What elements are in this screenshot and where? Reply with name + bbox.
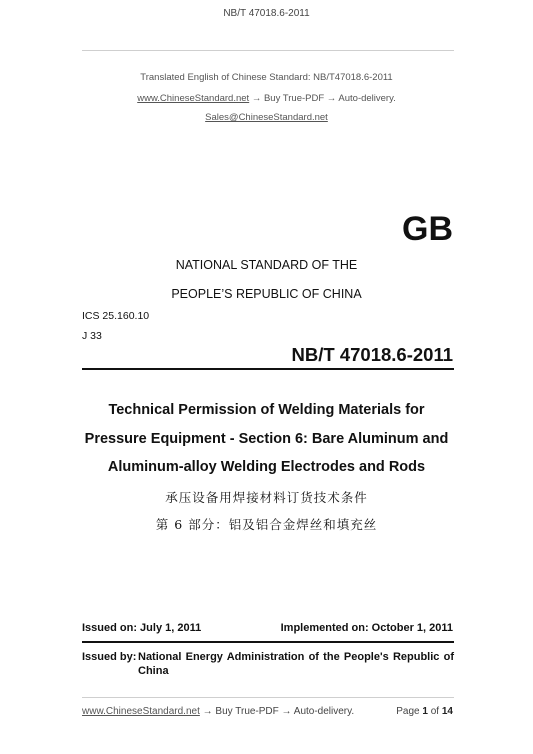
title-en-line-3: Aluminum-alloy Welding Electrodes and Rods <box>107 459 426 475</box>
title-en-line-2: Pressure Equipment - Section 6: Bare Aluminum and <box>84 431 449 447</box>
footer-site-link[interactable]: www.ChineseStandard.net <box>82 706 200 717</box>
page-indicator <box>396 706 453 717</box>
title-cn-line-1: 承压设备用焊接材料订货技术条件 <box>165 490 368 505</box>
page-of: of <box>430 706 440 717</box>
purchase-note <box>0 93 533 104</box>
footer-purchase-text: → Buy True-PDF → Auto-delivery. <box>199 706 355 717</box>
site-link[interactable]: www.ChineseStandard.net <box>137 93 250 104</box>
standard-number: NB/T 47018.6-2011 <box>291 344 453 365</box>
issuer-label: Issued by: <box>82 651 137 663</box>
gb-mark: GB <box>402 210 453 248</box>
issuer-name: National Energy Administration of the People's Republic of <box>138 651 454 663</box>
page-current: 1 <box>422 706 428 717</box>
standard-number-rule <box>82 368 454 370</box>
footer-rule <box>82 697 454 698</box>
footer-purchase-note <box>82 706 354 717</box>
ccs-code: J 33 <box>82 330 102 342</box>
title-cn-line-2: 第 6 部分：铝及铝合金焊丝和填充丝 <box>155 517 378 532</box>
email-link[interactable]: Sales@ChineseStandard.net <box>205 112 328 123</box>
implemented-on-date: Implemented on: October 1, 2011 <box>280 622 453 634</box>
header-rule <box>82 50 454 51</box>
issued-on-date: Issued on: July 1, 2011 <box>82 622 202 634</box>
title-en-line-1: Technical Permission of Welding Materials for <box>108 402 425 418</box>
translation-note: Translated English of Chinese Standard: NB/T47018.6-2011 <box>140 72 393 83</box>
national-standard-line-1: NATIONAL STANDARD OF THE <box>175 258 358 272</box>
dates-rule <box>82 641 454 643</box>
running-header: NB/T 47018.6-2011 <box>223 8 310 19</box>
ics-code: ICS 25.160.10 <box>82 310 150 322</box>
page-label: Page <box>396 706 420 717</box>
email-note <box>0 112 533 123</box>
purchase-note-text: → Buy True-PDF → Auto-delivery. <box>249 93 396 104</box>
issuer-name-continued: China <box>138 665 169 677</box>
national-standard-line-2: PEOPLE’S REPUBLIC OF CHINA <box>171 287 362 301</box>
page-total: 14 <box>441 706 453 717</box>
